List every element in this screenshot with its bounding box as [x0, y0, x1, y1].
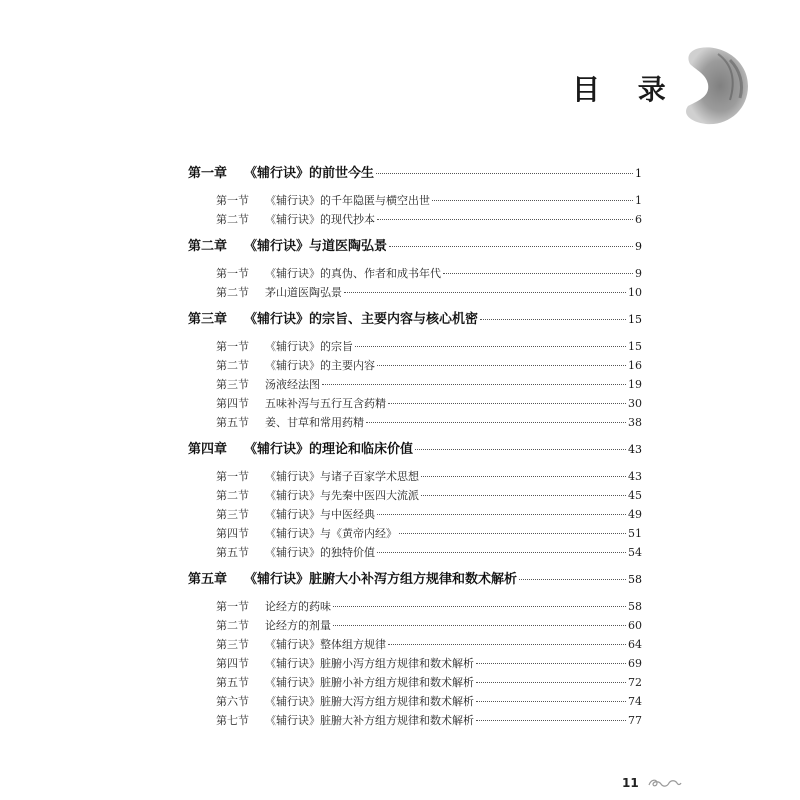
section-title: 《辅行诀》与《黄帝内经》	[265, 527, 397, 540]
dot-leader	[421, 476, 626, 477]
page-number: 11	[622, 776, 639, 790]
section-title: 《辅行诀》与诸子百家学术思想	[265, 470, 419, 483]
toc-chapter-row[interactable]	[188, 440, 642, 460]
page-ref: 43	[628, 443, 642, 456]
chapter-number: 第四章	[188, 442, 228, 457]
page-ref: 69	[628, 657, 642, 670]
dot-leader	[333, 625, 626, 626]
toc-section-row[interactable]	[188, 505, 642, 524]
chapter-title: 《辅行诀》脏腑大小补泻方组方规律和数术解析	[244, 572, 518, 587]
section-title: 汤液经法图	[265, 378, 320, 391]
page-ref: 74	[628, 695, 642, 708]
section-number: 第四节	[216, 657, 249, 670]
toc-chapter-row[interactable]	[188, 310, 642, 330]
section-number: 第七节	[216, 714, 249, 727]
chapter-number: 第一章	[188, 166, 228, 181]
dot-leader	[388, 403, 626, 404]
dot-leader	[480, 319, 626, 320]
toc-section-row[interactable]	[188, 467, 642, 486]
dot-leader	[476, 720, 626, 721]
chapter-title: 《辅行诀》的前世今生	[244, 166, 375, 181]
section-title: 《辅行诀》的主要内容	[265, 359, 375, 372]
dot-leader	[377, 365, 626, 366]
chapter-title: 《辅行诀》的理论和临床价值	[244, 442, 414, 457]
dot-leader	[355, 346, 626, 347]
toc-section-row[interactable]	[188, 616, 642, 635]
toc-chapter	[188, 164, 642, 229]
section-title: 《辅行诀》脏腑大补方组方规律和数术解析	[265, 714, 474, 727]
section-number: 第三节	[216, 638, 249, 651]
page-ref: 54	[628, 546, 642, 559]
chapter-title: 《辅行诀》的宗旨、主要内容与核心机密	[244, 312, 479, 327]
section-number: 第二节	[216, 359, 249, 372]
section-title: 《辅行诀》的千年隐匿与横空出世	[265, 194, 430, 207]
page-ref: 77	[628, 714, 642, 727]
page-ref: 43	[628, 470, 642, 483]
dot-leader	[432, 200, 633, 201]
section-title: 《辅行诀》的现代抄本	[265, 213, 375, 226]
page-ref: 19	[628, 378, 642, 391]
toc-chapter-row[interactable]	[188, 164, 642, 184]
toc-section-row[interactable]	[188, 413, 642, 432]
toc-section-row[interactable]	[188, 283, 642, 302]
page-ref: 1	[635, 194, 642, 207]
section-number: 第二节	[216, 286, 249, 299]
toc-section-row[interactable]	[188, 191, 642, 210]
dot-leader	[476, 663, 626, 664]
page-ref: 58	[628, 600, 642, 613]
chapter-number: 第三章	[188, 312, 228, 327]
page-ref: 38	[628, 416, 642, 429]
dot-leader	[377, 552, 626, 553]
section-number: 第一节	[216, 340, 249, 353]
section-number: 第一节	[216, 600, 249, 613]
dot-leader	[366, 422, 626, 423]
toc-chapter-row[interactable]	[188, 570, 642, 590]
toc-section-row[interactable]	[188, 543, 642, 562]
section-title: 《辅行诀》整体组方规律	[265, 638, 386, 651]
section-title: 《辅行诀》与先秦中医四大流派	[265, 489, 419, 502]
section-title: 茅山道医陶弘景	[265, 286, 342, 299]
page-ref: 64	[628, 638, 642, 651]
dot-leader	[376, 173, 633, 174]
dot-leader	[399, 533, 626, 534]
page-ref: 58	[628, 573, 642, 586]
section-number: 第六节	[216, 695, 249, 708]
section-title: 《辅行诀》的真伪、作者和成书年代	[265, 267, 441, 280]
toc-section-row[interactable]	[188, 635, 642, 654]
table-of-contents	[188, 164, 642, 730]
section-title: 《辅行诀》脏腑小补方组方规律和数术解析	[265, 676, 474, 689]
page-title: 目 录	[572, 73, 680, 106]
section-number: 第五节	[216, 676, 249, 689]
dot-leader	[322, 384, 626, 385]
dot-leader	[388, 644, 626, 645]
page-ref: 49	[628, 508, 642, 521]
section-number: 第二节	[216, 213, 249, 226]
toc-chapter	[188, 570, 642, 730]
page-ref: 15	[628, 313, 642, 326]
dot-leader	[344, 292, 626, 293]
page-ref: 16	[628, 359, 642, 372]
toc-section-row[interactable]	[188, 210, 642, 229]
page-ref: 9	[635, 267, 642, 280]
dot-leader	[377, 219, 633, 220]
toc-section-row[interactable]	[188, 692, 642, 711]
dot-leader	[333, 606, 626, 607]
page-ref: 10	[628, 286, 642, 299]
dot-leader	[421, 495, 626, 496]
section-number: 第一节	[216, 470, 249, 483]
section-title: 姜、甘草和常用药精	[265, 416, 364, 429]
chapter-number: 第二章	[188, 239, 228, 254]
dot-leader	[415, 449, 626, 450]
section-title: 论经方的药味	[265, 600, 331, 613]
toc-section-row[interactable]	[188, 486, 642, 505]
section-number: 第四节	[216, 397, 249, 410]
swirl-ornament-icon	[647, 777, 683, 789]
page-ref: 60	[628, 619, 642, 632]
page-ref: 72	[628, 676, 642, 689]
section-number: 第一节	[216, 194, 249, 207]
toc-section-row[interactable]	[188, 597, 642, 616]
section-number: 第五节	[216, 416, 249, 429]
toc-chapter-row[interactable]	[188, 237, 642, 257]
dot-leader	[519, 579, 626, 580]
section-number: 第三节	[216, 508, 249, 521]
page-ref: 15	[628, 340, 642, 353]
toc-section-row[interactable]	[188, 524, 642, 543]
dot-leader	[476, 701, 626, 702]
chapter-number: 第五章	[188, 572, 228, 587]
toc-section-row[interactable]	[188, 654, 642, 673]
section-title: 《辅行诀》的宗旨	[265, 340, 353, 353]
section-title: 《辅行诀》脏腑小泻方组方规律和数术解析	[265, 657, 474, 670]
toc-section-row[interactable]	[188, 375, 642, 394]
toc-section-row[interactable]	[188, 673, 642, 692]
section-title: 《辅行诀》与中医经典	[265, 508, 375, 521]
dot-leader	[443, 273, 633, 274]
section-number: 第一节	[216, 267, 249, 280]
section-title: 论经方的剂量	[265, 619, 331, 632]
toc-chapter	[188, 237, 642, 302]
page-ref: 45	[628, 489, 642, 502]
toc-section-row[interactable]	[188, 264, 642, 283]
toc-chapter	[188, 440, 642, 562]
page-ref: 1	[635, 167, 642, 180]
dot-leader	[377, 514, 626, 515]
section-title: 《辅行诀》脏腑大泻方组方规律和数术解析	[265, 695, 474, 708]
page-ref: 30	[628, 397, 642, 410]
section-number: 第二节	[216, 489, 249, 502]
toc-section-row[interactable]	[188, 711, 642, 730]
page-ref: 9	[635, 240, 642, 253]
dot-leader	[389, 246, 633, 247]
section-number: 第三节	[216, 378, 249, 391]
section-number: 第二节	[216, 619, 249, 632]
toc-section-row[interactable]	[188, 356, 642, 375]
section-number: 第五节	[216, 546, 249, 559]
page-ref: 6	[635, 213, 642, 226]
page-ref: 51	[628, 527, 642, 540]
toc-section-row[interactable]	[188, 394, 642, 413]
page-footer	[622, 776, 683, 790]
toc-chapter	[188, 310, 642, 432]
dot-leader	[476, 682, 626, 683]
section-title: 五味补泻与五行互含药精	[265, 397, 386, 410]
toc-section-row[interactable]	[188, 337, 642, 356]
section-title: 《辅行诀》的独特价值	[265, 546, 375, 559]
section-number: 第四节	[216, 527, 249, 540]
chapter-title: 《辅行诀》与道医陶弘景	[244, 239, 388, 254]
